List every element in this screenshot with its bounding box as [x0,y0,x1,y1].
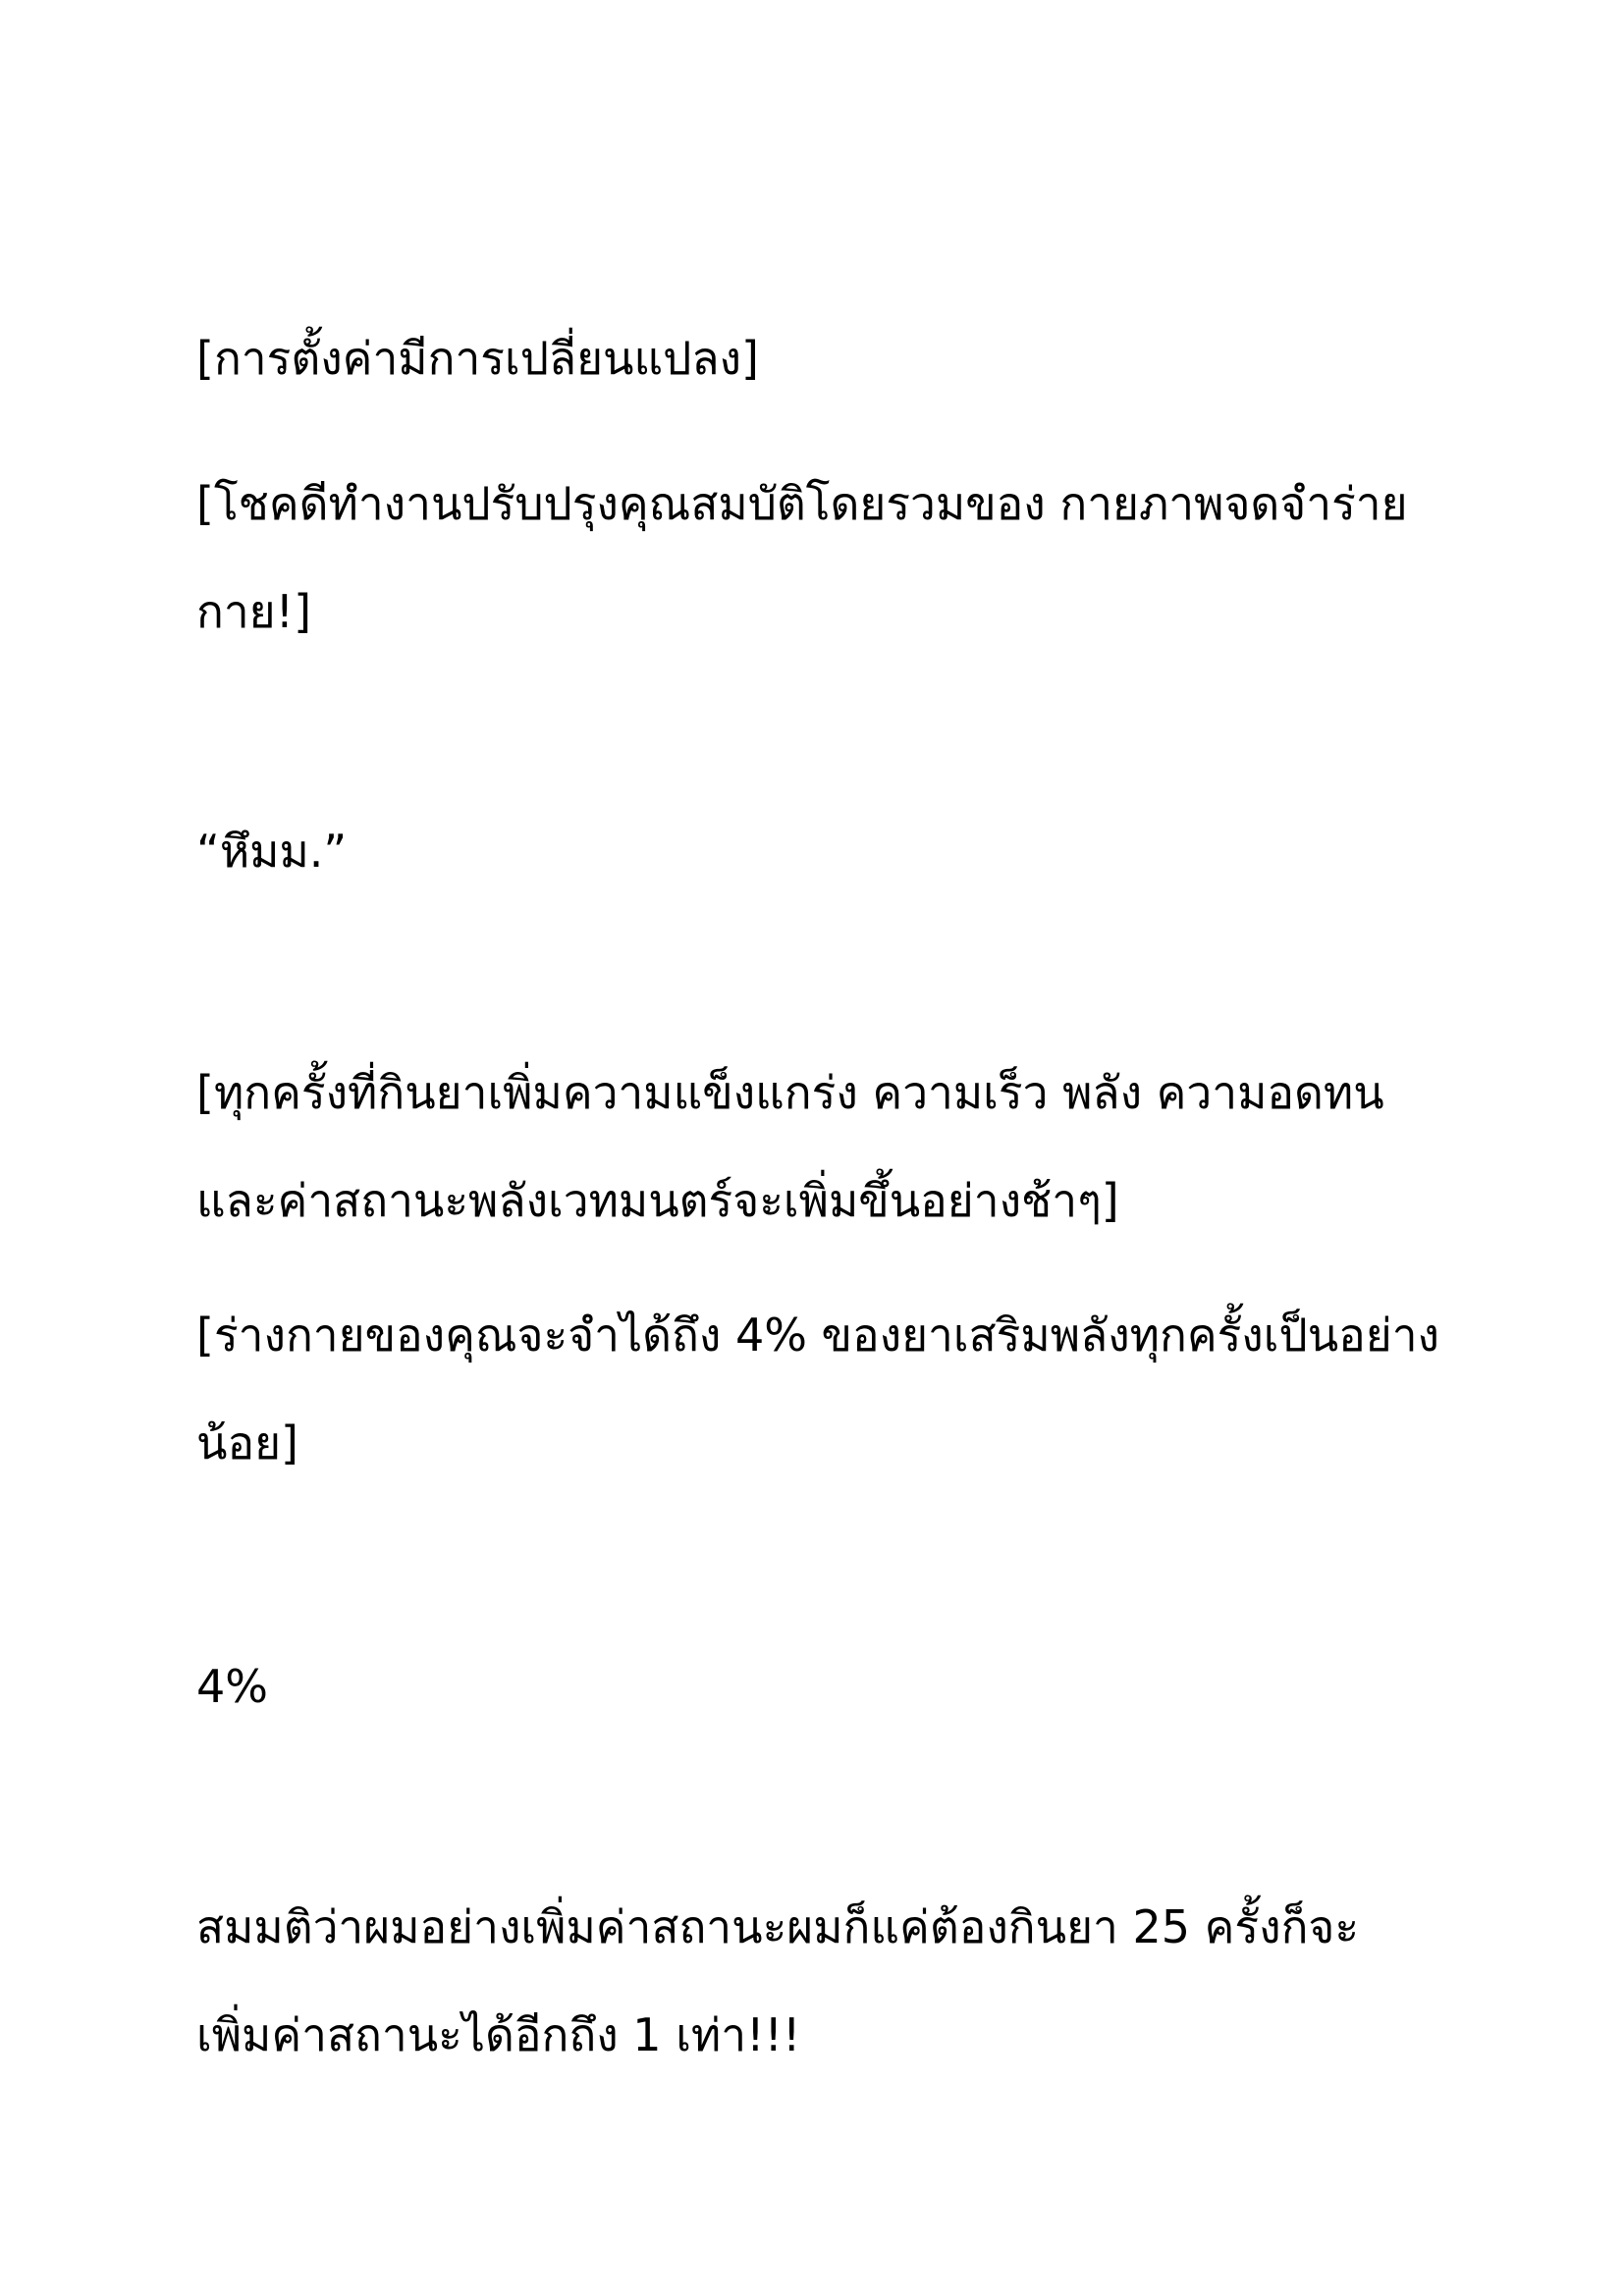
dialogue-line: “หึมม.” [196,825,348,878]
system-message-stats-line-1: [ทุกครั้งที่กินยาเพิ่มความแข็งแกร่ง ความเร็ว พลัง ความอดทน [196,1066,1384,1119]
narration-percent: 4% [196,1660,268,1713]
system-message-memory-line-2: น้อย] [196,1416,298,1469]
system-message-memory-line-1: [ร่างกายของคุณจะจำได้ถึง 4% ของยาเสริมพลังทุกครั้งเป็นอย่าง [196,1308,1440,1362]
system-message-luck-line-1: [โชคดีทำงานปรับปรุงคุณสมบัติโดยรวมของ กายภาพจดจำร่าย [196,477,1408,530]
system-message-luck-line-2: กาย!] [196,585,312,638]
system-message-stats-line-2: และค่าสถานะพลังเวทมนตร์จะเพิ่มขึ้นอย่างช้าๆ] [196,1174,1119,1227]
narration-line-2: เพิ่มค่าสถานะได้อีกถึง 1 เท่า!!! [196,2008,801,2061]
narration-line-1: สมมติว่าผมอย่างเพิ่มค่าสถานะผมก็แค่ต้องกินยา 25 ครั้งก็จะ [196,1900,1360,1953]
system-message-settings-changed: [การตั้งค่ามีการเปลี่ยนแปลง] [196,332,759,385]
